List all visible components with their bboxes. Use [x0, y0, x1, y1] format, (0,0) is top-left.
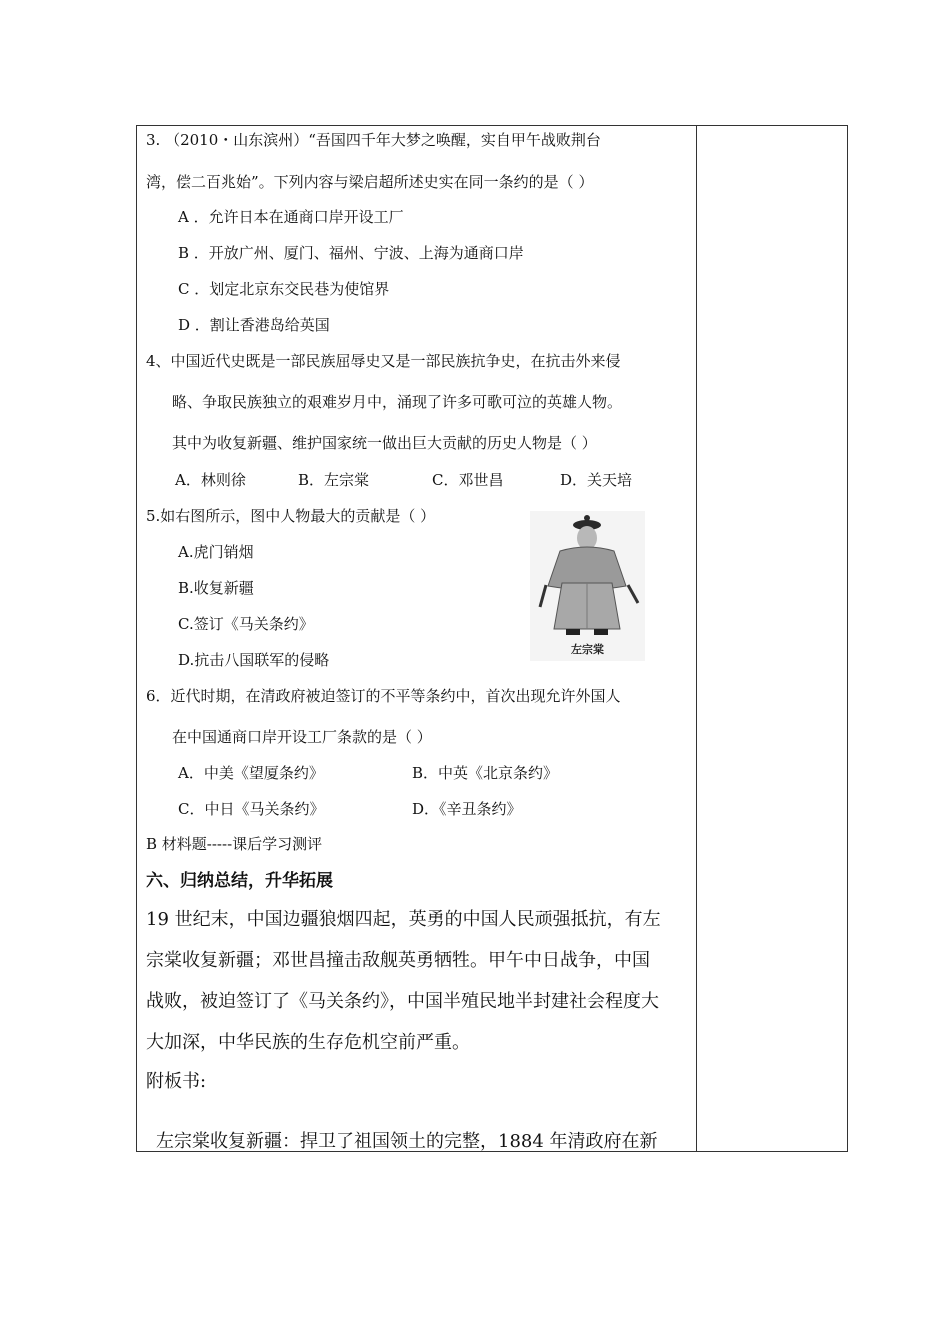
q4-stem-line2: 略、争取民族独立的艰难岁月中，涌现了许多可歌可泣的英雄人物。 [172, 393, 623, 411]
q6-option-a: A．中美《望厦条约》 [178, 764, 324, 782]
summary-line-2: 宗棠收复新疆；邓世昌撞击敌舰英勇牺牲。甲午中日战争，中国 [146, 950, 650, 971]
q3-option-b: B ．开放广州、厦门、福州、宁波、上海为通商口岸 [178, 244, 524, 262]
q3-option-a: A ．允许日本在通商口岸开设工厂 [178, 208, 404, 226]
portrait-image [530, 511, 645, 661]
table-column-divider [696, 125, 697, 1152]
q3-stem-line1: 3. （2010・山东滨州）“吾国四千年大梦之唤醒，实自甲午战败荆台 [146, 131, 601, 149]
q3-stem-line2: 湾，偿二百兆始”。下列内容与梁启超所述史实在同一条约的是（ ） [146, 173, 594, 191]
q5-option-b: B.收复新疆 [178, 579, 254, 597]
portrait-caption: 左宗棠 [571, 643, 604, 656]
q6-stem-line2: 在中国通商口岸开设工厂条款的是（ ） [172, 728, 432, 746]
summary-line-1: 19 世纪末，中国边疆狼烟四起，英勇的中国人民顽强抵抗，有左 [146, 909, 661, 930]
q6-option-b: B．中英《北京条约》 [412, 764, 559, 782]
q3-option-d: D ．割让香港岛给英国 [178, 316, 330, 334]
summary-line-3: 战败，被迫签订了《马关条约》，中国半殖民地半封建社会程度大 [146, 991, 659, 1012]
q6-stem-line1: 6．近代时期，在清政府被迫签订的不平等条约中，首次出现允许外国人 [146, 687, 621, 705]
q3-option-c: C ．划定北京东交民巷为使馆界 [178, 280, 390, 298]
q5-option-c: C.签订《马关条约》 [178, 615, 314, 633]
portrait-figure-icon [530, 511, 645, 641]
q4-option-d: D．关天培 [560, 471, 633, 489]
summary-heading: 六、归纳总结，升华拓展 [146, 871, 333, 891]
board-label: 附板书: [146, 1071, 207, 1092]
q4-stem-line3: 其中为收复新疆、维护国家统一做出巨大贡献的历史人物是（ ） [172, 434, 597, 452]
q6-option-d: D．《辛丑条约》 [412, 800, 522, 818]
q4-option-c: C．邓世昌 [432, 471, 504, 489]
q5-option-d: D.抗击八国联军的侵略 [178, 651, 330, 669]
summary-line-4: 大加深，中华民族的生存危机空前严重。 [146, 1032, 470, 1053]
q6-option-c: C．中日《马关条约》 [178, 800, 325, 818]
board-line-1: 左宗棠收复新疆：捍卫了祖国领土的完整，1884 年清政府在新 [156, 1131, 658, 1152]
q4-stem-line1: 4、中国近代史既是一部民族屈辱史又是一部民族抗争史，在抗击外来侵 [146, 352, 621, 370]
q4-option-b: B．左宗棠 [298, 471, 370, 489]
q5-option-a: A.虎门销烟 [178, 543, 254, 561]
q4-option-a: A．林则徐 [175, 471, 246, 489]
q5-stem: 5.如右图所示，图中人物最大的贡献是（ ） [146, 507, 436, 525]
material-label: B 材料题-----课后学习测评 [146, 835, 323, 853]
